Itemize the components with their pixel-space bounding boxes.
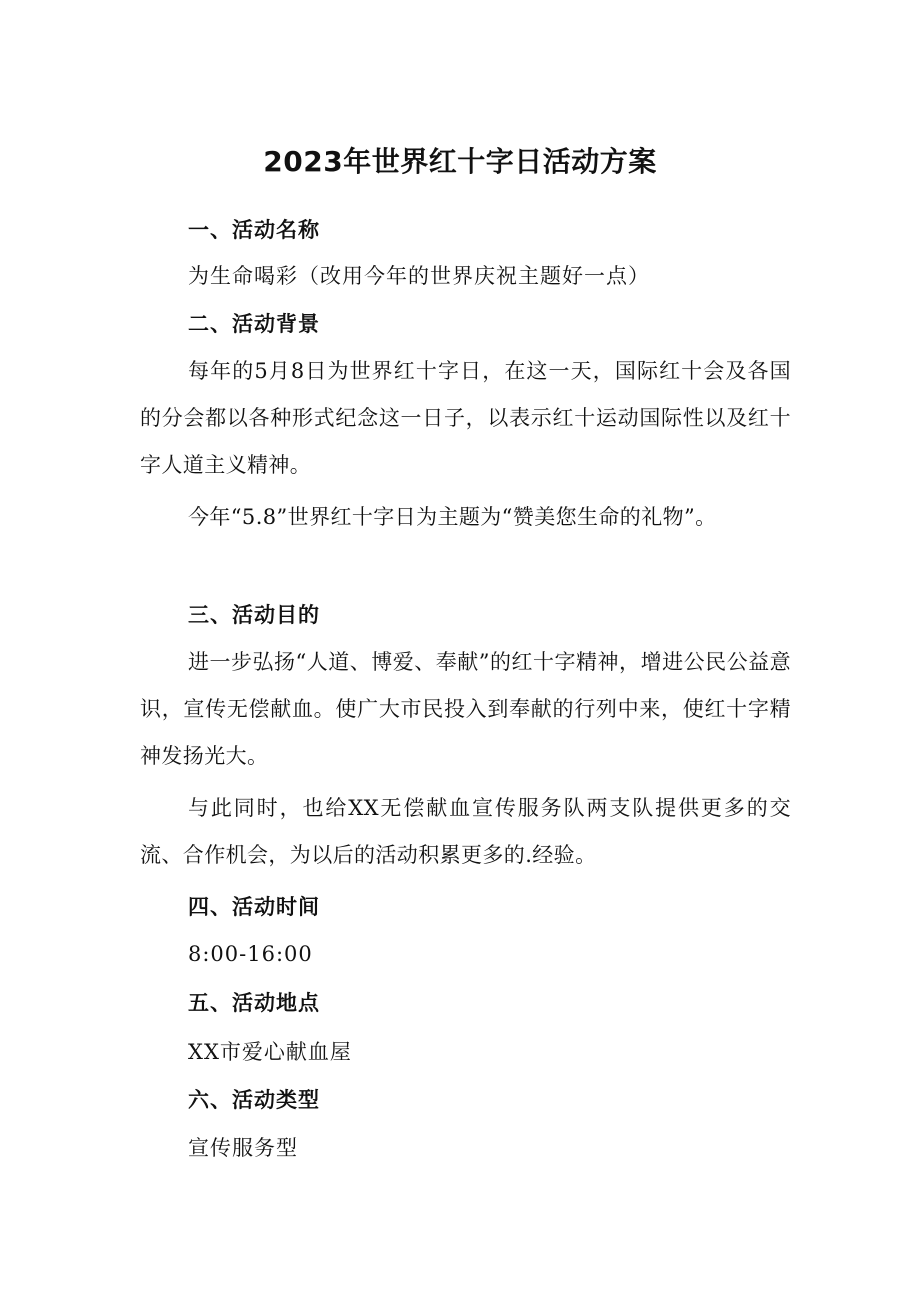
background-paragraph-2: 今年“5.8”世界红十字日为主题为“赞美您生命的礼物”。 [188, 505, 717, 529]
section-heading-purpose: 三、活动目的 [188, 603, 320, 627]
section-heading-activity-name: 一、活动名称 [188, 218, 320, 242]
activity-type-text: 宣传服务型 [188, 1136, 298, 1160]
activity-location-text: XX市爱心献血屋 [188, 1040, 352, 1064]
section-heading-type: 六、活动类型 [188, 1088, 320, 1112]
section-heading-location: 五、活动地点 [188, 991, 320, 1015]
purpose-paragraph-1: 进一步弘扬“人道、博爱、奉献”的红十字精神，增进公民公益意识，宣传无偿献血。使广大市民投入到奉献的行列中来，使红十字精神发扬光大。 [140, 650, 791, 768]
background-paragraph-1: 每年的5月8日为世界红十字日，在这一天，国际红十会及各国的分会都以各种形式纪念这一日子，以表示红十运动国际性以及红十字人道主义精神。 [140, 359, 791, 477]
purpose-paragraph-2: 与此同时，也给XX无偿献血宣传服务队两支队提供更多的交流、合作机会，为以后的活动积累更多的.经验。 [140, 796, 791, 867]
section-heading-time: 四、活动时间 [188, 895, 320, 919]
section-heading-background: 二、活动背景 [188, 312, 320, 336]
activity-name-text: 为生命喝彩（改用今年的世界庆祝主题好一点） [188, 264, 650, 288]
activity-time-text: 8:00-16:00 [188, 942, 313, 966]
document-title: 2023年世界红十字日活动方案 [263, 145, 657, 178]
